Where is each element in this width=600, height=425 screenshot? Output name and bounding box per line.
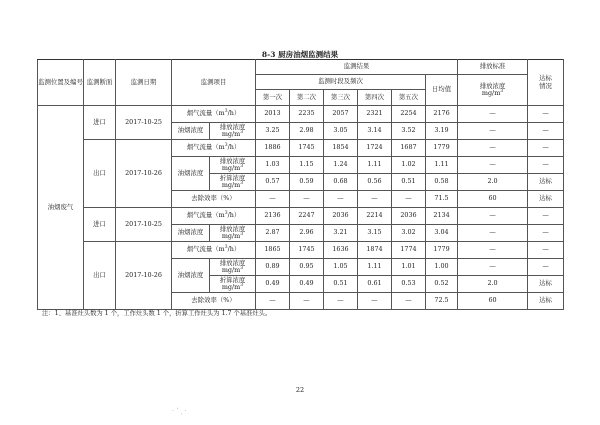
value-cell: 3.14 (358, 123, 392, 140)
value-cell: 2254 (392, 106, 426, 123)
std-cell: — (458, 123, 528, 140)
unit-superscript: 3 (240, 231, 244, 237)
value-cell: 1854 (324, 140, 358, 157)
value-cell: 0.51 (392, 174, 426, 191)
conv-label: 折算浓度 mg/m (219, 173, 246, 189)
std-cell: — (458, 106, 528, 123)
std-cell: — (458, 208, 528, 225)
eff-label-cell: 去除效率（%） (172, 293, 256, 310)
table-body (38, 106, 564, 310)
value-cell: 0.51 (324, 276, 358, 293)
value-cell: 0.49 (290, 276, 324, 293)
value-cell: 3.05 (324, 123, 358, 140)
flow-label-cell (172, 140, 256, 157)
conc-label: 排放浓度 mg/m (219, 122, 246, 138)
conc-label-cell (210, 259, 256, 276)
avg-cell: 3.19 (426, 123, 458, 140)
compliance-cell: — (528, 242, 564, 259)
value-cell: 3.15 (358, 225, 392, 242)
value-cell: 1687 (392, 140, 426, 157)
avg-cell: 2176 (426, 106, 458, 123)
smoke-label-cell: 油烟浓度 (172, 259, 210, 293)
value-cell: 3.21 (324, 225, 358, 242)
value-cell: 0.89 (256, 259, 290, 276)
header-section: 监测断面 (84, 60, 116, 106)
compliance-cell: 达标 (528, 276, 564, 293)
header-period: 监测时段及频次 (256, 75, 426, 90)
avg-cell: 0.58 (426, 174, 458, 191)
compliance-cell: 达标 (528, 293, 564, 310)
header-time-1: 第一次 (256, 90, 290, 106)
header-time-4: 第四次 (358, 90, 392, 106)
value-cell: 2321 (358, 106, 392, 123)
conc-label: 排放浓度 mg/m (219, 156, 246, 172)
smoke-label-cell: 油烟浓度 (172, 157, 210, 191)
value-cell: 1.11 (358, 259, 392, 276)
unit-superscript: 3 (240, 129, 244, 135)
avg-cell: 1.11 (426, 157, 458, 174)
header-date: 监测日期 (116, 60, 172, 106)
std-cell: 2.0 (458, 174, 528, 191)
value-cell: — (324, 293, 358, 310)
date-cell: 2017-10-26 (116, 242, 172, 310)
eff-label-cell: 去除效率（%） (172, 191, 256, 208)
std-cell: 60 (458, 191, 528, 208)
compliance-cell: — (528, 225, 564, 242)
value-cell: 3.25 (256, 123, 290, 140)
table-note: 注：1、基准灶头数为 1 个，工作灶头数 1 个，折算工作灶头为 1.7 个基准灶头。 (42, 310, 272, 317)
flow-label-cell (172, 242, 256, 259)
unit-superscript: 3 (240, 163, 244, 169)
compliance-cell: 达标 (528, 191, 564, 208)
header-time-3: 第三次 (324, 90, 358, 106)
value-cell: 2247 (290, 208, 324, 225)
value-cell: 2.98 (290, 123, 324, 140)
std-cell: — (458, 242, 528, 259)
value-cell: 2057 (324, 106, 358, 123)
value-cell: 1774 (392, 242, 426, 259)
compliance-cell: — (528, 157, 564, 174)
conv-label-cell (210, 174, 256, 191)
smoke-label-cell: 油烟浓度 (172, 123, 210, 140)
section-cell: 出口 (84, 242, 116, 310)
value-cell: — (290, 191, 324, 208)
value-cell: 0.57 (256, 174, 290, 191)
value-cell: 1745 (290, 140, 324, 157)
value-cell: 3.02 (392, 225, 426, 242)
value-cell: 2036 (392, 208, 426, 225)
avg-cell: 71.5 (426, 191, 458, 208)
std-cell: — (458, 225, 528, 242)
value-cell: 1.03 (256, 157, 290, 174)
unit-superscript: 3 (224, 211, 228, 217)
value-cell: — (324, 191, 358, 208)
flow-label: 烟气流量（m (186, 245, 225, 254)
value-cell: 0.53 (392, 276, 426, 293)
header-location: 监测位置及编号 (38, 60, 84, 106)
unit-superscript: 3 (500, 88, 504, 94)
unit-superscript: 3 (224, 143, 228, 149)
table-header (38, 60, 564, 106)
header-results: 监测结果 (256, 60, 458, 75)
date-cell: 2017-10-25 (116, 106, 172, 140)
std-cell: — (458, 140, 528, 157)
value-cell: 0.95 (290, 259, 324, 276)
table-row (38, 140, 564, 157)
avg-cell: 1779 (426, 140, 458, 157)
flow-unit-end: /h） (227, 143, 241, 152)
compliance-cell: — (528, 106, 564, 123)
section-cell: 进口 (84, 106, 116, 140)
value-cell: 1745 (290, 242, 324, 259)
table-row (38, 106, 564, 123)
value-cell: 1724 (358, 140, 392, 157)
avg-cell: 0.52 (426, 276, 458, 293)
value-cell: — (392, 293, 426, 310)
value-cell: 1.05 (324, 259, 358, 276)
compliance-cell: 达标 (528, 174, 564, 191)
value-cell: 2136 (256, 208, 290, 225)
avg-cell: 72.5 (426, 293, 458, 310)
unit-superscript: 3 (240, 282, 244, 288)
value-cell: — (392, 191, 426, 208)
avg-cell: 3.04 (426, 225, 458, 242)
flow-label: 烟气流量（m (186, 109, 225, 118)
avg-cell: 1.00 (426, 259, 458, 276)
header-compliance-line2: 情况 (539, 81, 552, 90)
conv-label-cell (210, 276, 256, 293)
table-row (38, 208, 564, 225)
compliance-cell: — (528, 123, 564, 140)
value-cell: 1.24 (324, 157, 358, 174)
std-cell: 60 (458, 293, 528, 310)
avg-cell: 1779 (426, 242, 458, 259)
flow-label: 烟气流量（m (186, 143, 225, 152)
compliance-cell: — (528, 259, 564, 276)
avg-cell: 2134 (426, 208, 458, 225)
value-cell: — (358, 191, 392, 208)
value-cell: 1.02 (392, 157, 426, 174)
conc-label-cell (210, 157, 256, 174)
value-cell: 0.68 (324, 174, 358, 191)
flow-unit-end: /h） (227, 211, 241, 220)
smoke-label-cell: 油烟浓度 (172, 225, 210, 242)
value-cell: — (256, 293, 290, 310)
unit-superscript: 3 (224, 109, 228, 115)
conv-label: 折算浓度 mg/m (219, 275, 246, 291)
value-cell: 1886 (256, 140, 290, 157)
conc-label-cell (210, 123, 256, 140)
value-cell: 2013 (256, 106, 290, 123)
value-cell: — (290, 293, 324, 310)
section-cell: 出口 (84, 140, 116, 208)
unit-superscript: 3 (240, 180, 244, 186)
page-number: 22 (295, 386, 305, 394)
value-cell: 1865 (256, 242, 290, 259)
header-compliance-line1: 达标 (539, 74, 552, 82)
std-cell: — (458, 259, 528, 276)
value-cell: 2214 (358, 208, 392, 225)
date-cell: 2017-10-25 (116, 208, 172, 242)
value-cell: 2.96 (290, 225, 324, 242)
section-cell: 进口 (84, 208, 116, 242)
value-cell: 0.61 (358, 276, 392, 293)
conc-label: 排放浓度 mg/m (219, 258, 246, 274)
flow-label: 烟气流量（m (186, 211, 225, 220)
header-std-conc-label: 排放浓度 (479, 81, 506, 90)
header-std-unit: mg/m (481, 89, 501, 97)
scan-specks: · ˊ ˎ · (172, 408, 187, 415)
flow-label-cell (172, 208, 256, 225)
flow-unit-end: /h） (227, 245, 241, 254)
value-cell: 2036 (324, 208, 358, 225)
flow-label-cell (172, 106, 256, 123)
date-cell: 2017-10-26 (116, 140, 172, 208)
conc-label-cell (210, 225, 256, 242)
conc-label: 排放浓度 mg/m (219, 224, 246, 240)
location-cell: 油烟废气 (38, 106, 84, 310)
value-cell: 3.52 (392, 123, 426, 140)
header-standard: 排放标准 (458, 60, 528, 75)
header-daily-avg: 日均值 (426, 75, 458, 106)
value-cell: 2235 (290, 106, 324, 123)
value-cell: 1636 (324, 242, 358, 259)
monitoring-results-table (37, 59, 564, 310)
table-row (38, 242, 564, 259)
value-cell: 1.01 (392, 259, 426, 276)
header-compliance (528, 60, 564, 106)
value-cell: — (358, 293, 392, 310)
unit-superscript: 3 (240, 265, 244, 271)
std-cell: 2.0 (458, 276, 528, 293)
value-cell: 2.87 (256, 225, 290, 242)
compliance-cell: — (528, 208, 564, 225)
table-title: 8-3 厨房油烟监测结果 (261, 50, 339, 59)
header-time-5: 第五次 (392, 90, 426, 106)
value-cell: 1874 (358, 242, 392, 259)
value-cell: 1.15 (290, 157, 324, 174)
value-cell: 1.11 (358, 157, 392, 174)
header-time-2: 第二次 (290, 90, 324, 106)
value-cell: 0.56 (358, 174, 392, 191)
value-cell: 0.59 (290, 174, 324, 191)
header-item: 监测项目 (172, 60, 256, 106)
std-cell: — (458, 157, 528, 174)
flow-unit-end: /h） (227, 109, 241, 118)
unit-superscript: 3 (224, 245, 228, 251)
value-cell: 0.49 (256, 276, 290, 293)
header-std-conc (458, 75, 528, 106)
compliance-cell: — (528, 140, 564, 157)
value-cell: — (256, 191, 290, 208)
